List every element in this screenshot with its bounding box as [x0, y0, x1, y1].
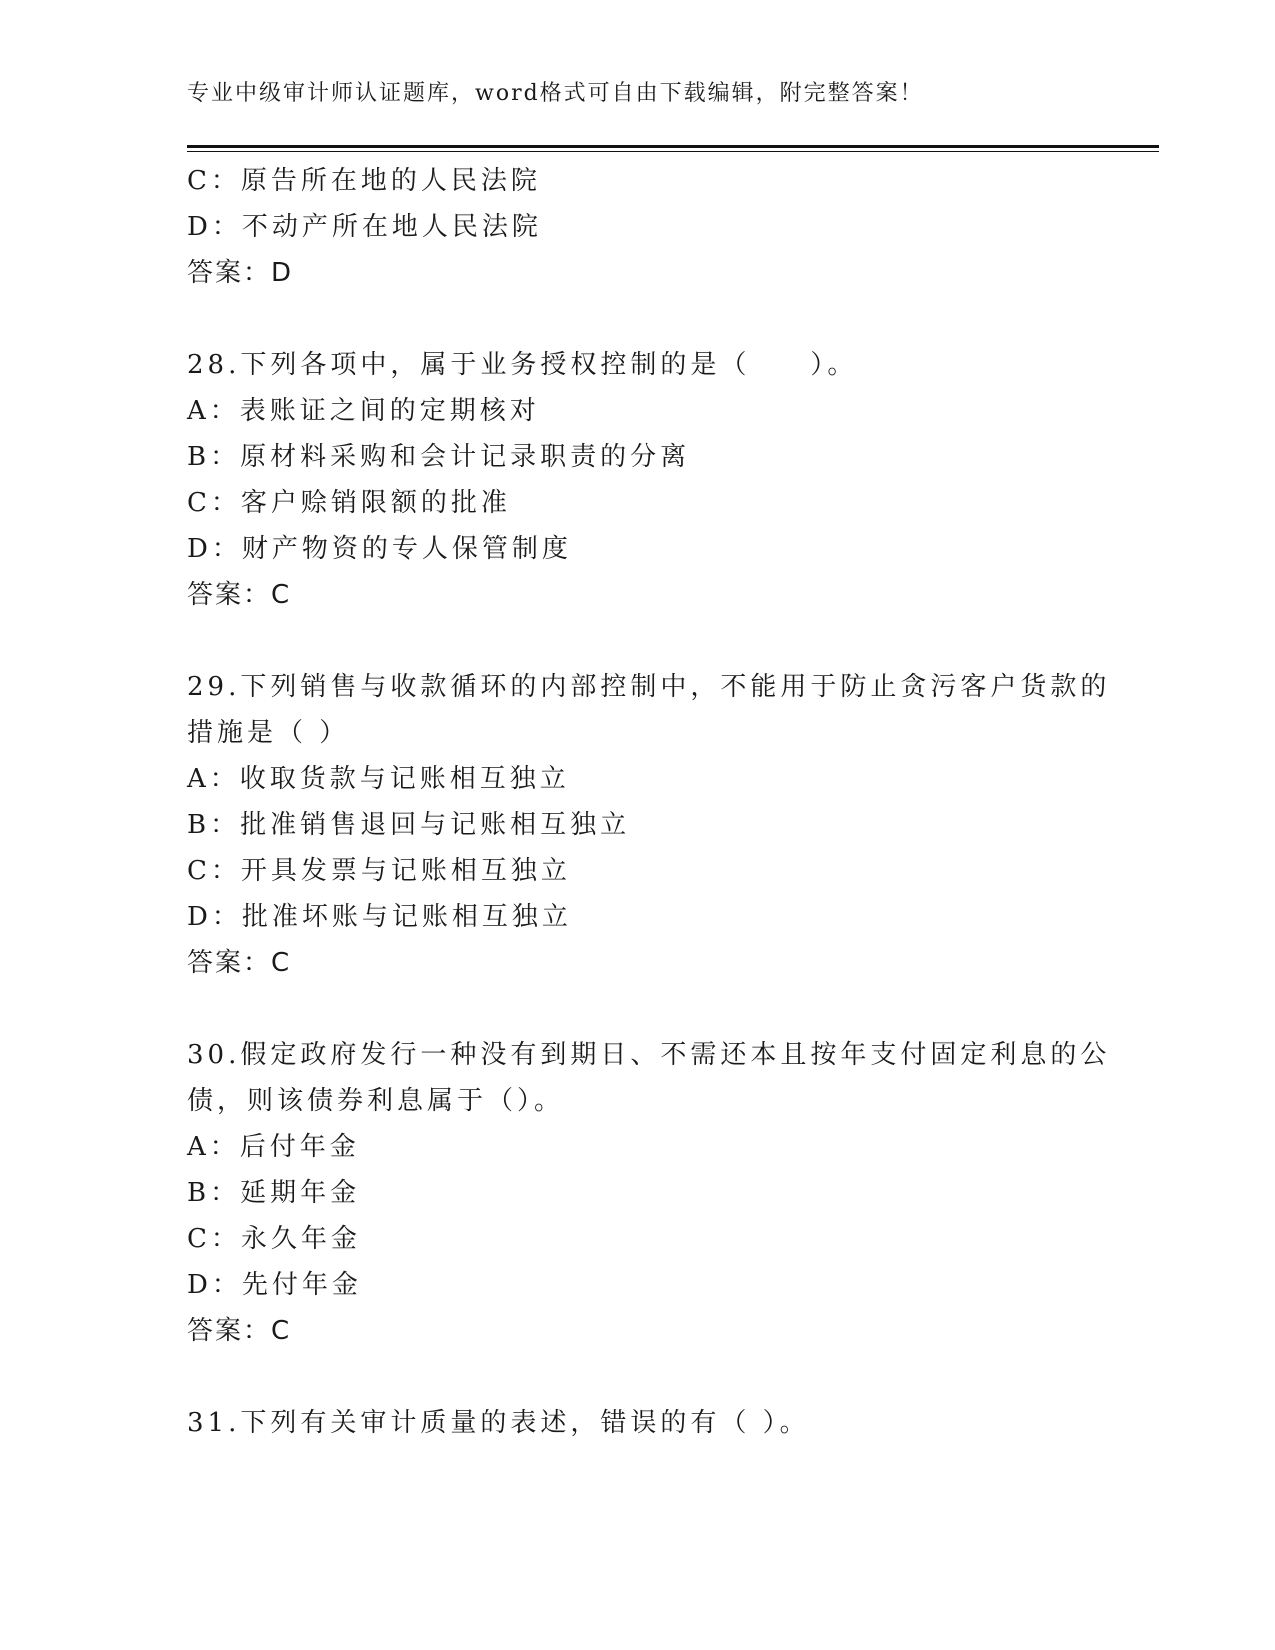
q30-option-a: A：后付年金	[187, 1132, 360, 1162]
question-content	[187, 158, 1111, 1446]
spacer	[187, 618, 1087, 664]
spacer	[187, 296, 1087, 342]
header-rule-thin	[187, 151, 1159, 152]
q29-option-b: B：批准销售退回与记账相互独立	[187, 810, 631, 840]
q28-option-d: D：财产物资的专人保管制度	[187, 534, 572, 564]
q27-option-d: D：不动产所在地人民法院	[187, 212, 542, 242]
q30-option-d: D：先付年金	[187, 1270, 362, 1300]
q28-option-a: A：表账证之间的定期核对	[187, 396, 540, 426]
q28-answer: 答案：C	[187, 580, 292, 610]
q27-option-c: C：原告所在地的人民法院	[187, 166, 541, 196]
q30-stem-line2: 债，则该债券利息属于（）。	[187, 1086, 565, 1116]
q29-stem-line1: 29.下列销售与收款循环的内部控制中，不能用于防止贪污客户货款的	[187, 672, 1111, 702]
q29-option-d: D：批准坏账与记账相互独立	[187, 902, 572, 932]
q29-option-a: A：收取货款与记账相互独立	[187, 764, 570, 794]
header-rule-thick	[187, 145, 1159, 148]
q30-stem-line1: 30.假定政府发行一种没有到期日、不需还本且按年支付固定利息的公	[187, 1040, 1111, 1070]
q31-stem: 31.下列有关审计质量的表述，错误的有（ ）。	[187, 1408, 810, 1438]
q29-stem-line2: 措施是（ ）	[187, 718, 350, 748]
q29-answer: 答案：C	[187, 948, 292, 978]
q28-stem: 28.下列各项中，属于业务授权控制的是（ ）。	[187, 350, 858, 380]
q30-answer: 答案：C	[187, 1316, 292, 1346]
q27-answer: 答案：D	[187, 258, 294, 288]
q29-option-c: C：开具发票与记账相互独立	[187, 856, 571, 886]
q28-option-b: B：原材料采购和会计记录职责的分离	[187, 442, 691, 472]
page-header: 专业中级审计师认证题库，word格式可自由下载编辑，附完整答案！	[187, 81, 924, 106]
q30-option-b: B：延期年金	[187, 1178, 361, 1208]
spacer	[187, 1354, 1087, 1400]
q30-option-c: C：永久年金	[187, 1224, 361, 1254]
q28-option-c: C：客户赊销限额的批准	[187, 488, 511, 518]
spacer	[187, 986, 1087, 1032]
